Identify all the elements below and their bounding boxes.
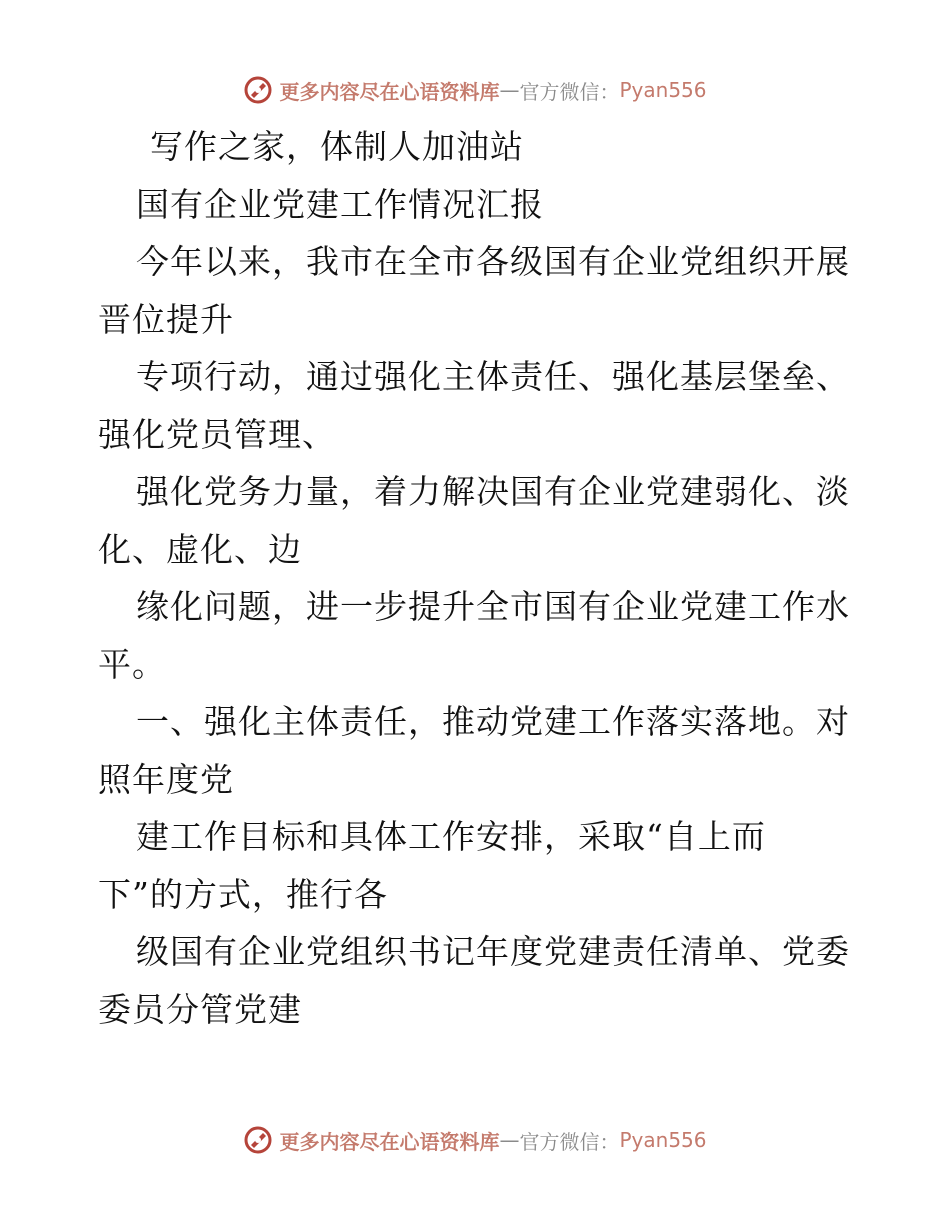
paragraph-line: 今年以来，我市在全市各级国有企业党组织开展 bbox=[136, 242, 850, 281]
paragraph-line: 晋位提升 bbox=[98, 299, 234, 339]
paragraph-line: 专项行动，通过强化主体责任、强化基层堡垒、 bbox=[136, 357, 850, 396]
paragraph-line: 化、虚化、边 bbox=[98, 529, 302, 569]
paragraph-line: 下”的方式，推行各 bbox=[98, 874, 388, 914]
watermark-main-text: 更多内容尽在心语资料库 bbox=[279, 79, 500, 104]
watermark-contact-label: 官方微信： bbox=[519, 1129, 620, 1154]
paragraph-line: 强化党员管理、 bbox=[98, 414, 336, 454]
watermark-contact-id: Pyan556 bbox=[619, 78, 707, 102]
paragraph-line: 缘化问题，进一步提升全市国有企业党建工作水 bbox=[136, 587, 850, 626]
document-body bbox=[98, 118, 858, 1038]
paragraph-line: 级国有企业党组织书记年度党建责任清单、党委 bbox=[136, 932, 850, 971]
paragraph-line: 建工作目标和具体工作安排，采取“自上而 bbox=[136, 817, 766, 856]
paragraph-line: 平。 bbox=[98, 644, 166, 684]
paragraph-line: 照年度党 bbox=[98, 759, 234, 799]
watermark-contact-id: Pyan556 bbox=[619, 1128, 707, 1152]
brand-logo-icon bbox=[243, 75, 273, 105]
watermark-main-text: 更多内容尽在心语资料库 bbox=[279, 1129, 500, 1154]
header-watermark bbox=[0, 70, 950, 110]
watermark-contact-label: 官方微信： bbox=[519, 79, 620, 104]
paragraph-line: 委员分管党建 bbox=[98, 989, 302, 1029]
section-heading-line: 一、强化主体责任，推动党建工作落实落地。对 bbox=[136, 702, 850, 741]
document-title: 国有企业党建工作情况汇报 bbox=[136, 184, 544, 224]
watermark-dash: — bbox=[499, 78, 520, 102]
paragraph-line: 强化党务力量，着力解决国有企业党建弱化、淡 bbox=[136, 472, 850, 511]
brand-logo-icon bbox=[243, 1125, 273, 1155]
footer-watermark bbox=[0, 1120, 950, 1160]
watermark-dash: — bbox=[499, 1128, 520, 1152]
document-tagline: 写作之家，体制人加油站 bbox=[150, 127, 524, 166]
